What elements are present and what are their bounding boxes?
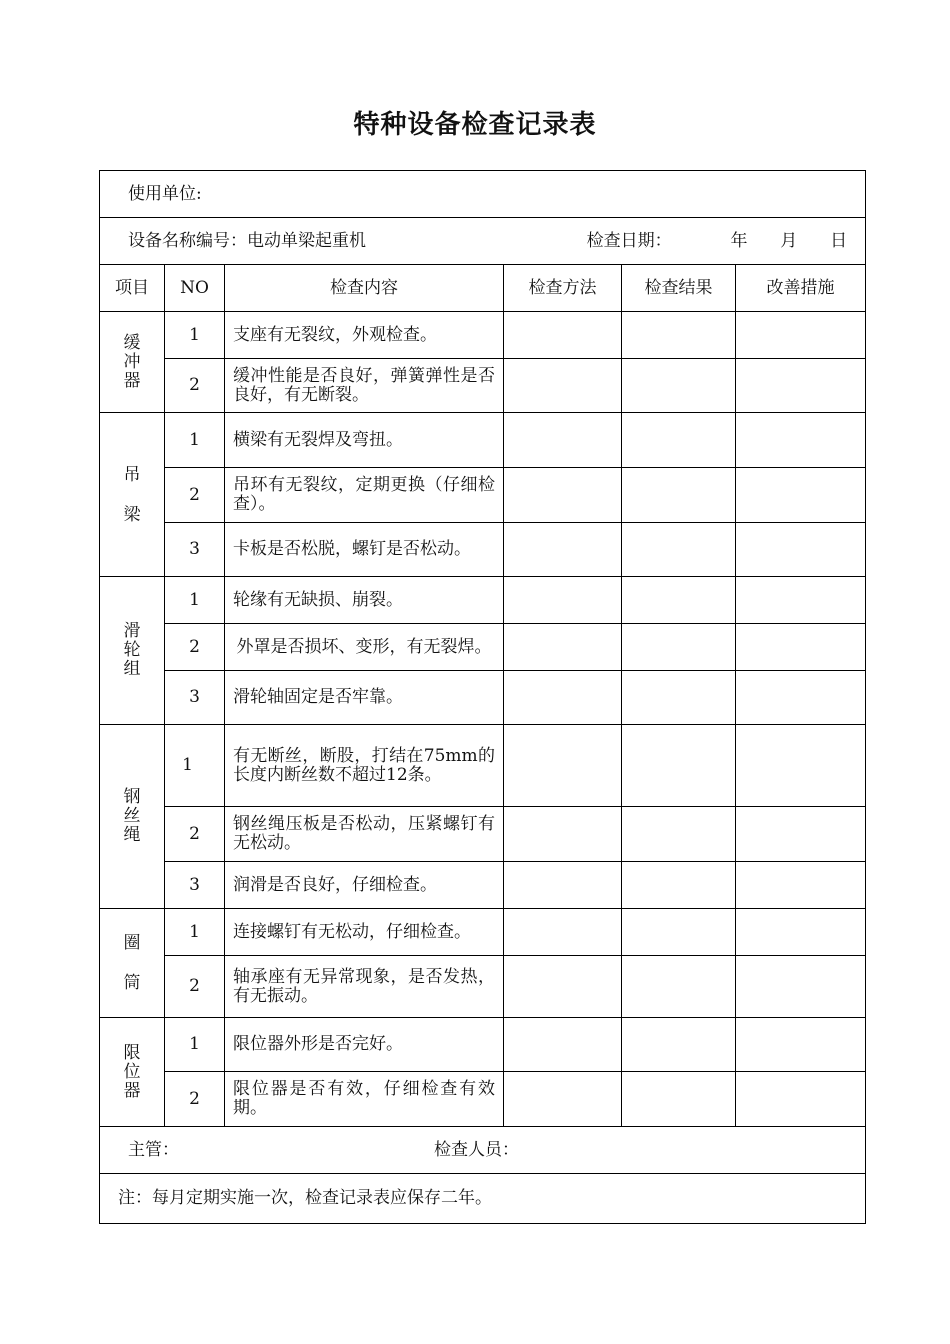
month-label: 月 — [780, 230, 798, 251]
improvement-cell[interactable] — [736, 862, 866, 909]
improvement-cell[interactable] — [736, 671, 866, 725]
table-row — [100, 523, 866, 577]
header-improvement: 改善措施 — [736, 265, 866, 312]
signature-row — [100, 1127, 866, 1174]
item-no: 2 — [165, 956, 225, 1018]
method-cell[interactable] — [504, 807, 622, 862]
method-cell[interactable] — [504, 523, 622, 577]
result-cell[interactable] — [622, 1018, 736, 1072]
item-content: 润滑是否良好，仔细检查。 — [225, 862, 504, 909]
inspector-label[interactable]: 检查人员： — [434, 1139, 519, 1160]
category-beam: 吊梁 — [100, 413, 165, 577]
header-method: 检查方法 — [504, 265, 622, 312]
note-row — [100, 1174, 866, 1224]
table-row — [100, 909, 866, 956]
item-no: 1 — [165, 577, 225, 624]
table-row — [100, 624, 866, 671]
item-content: 滑轮轴固定是否牢靠。 — [225, 671, 504, 725]
result-cell[interactable] — [622, 523, 736, 577]
equipment-row — [100, 218, 866, 265]
improvement-cell[interactable] — [736, 577, 866, 624]
improvement-cell[interactable] — [736, 359, 866, 413]
category-buffer: 缓冲器 — [100, 312, 165, 413]
item-no: 2 — [165, 1072, 225, 1127]
header-item: 项目 — [100, 265, 165, 312]
item-content: 限位器外形是否完好。 — [225, 1018, 504, 1072]
item-content: 轴承座有无异常现象，是否发热，有无振动。 — [225, 956, 504, 1018]
improvement-cell[interactable] — [736, 312, 866, 359]
table-row — [100, 577, 866, 624]
result-cell[interactable] — [622, 468, 736, 523]
table-row — [100, 725, 866, 807]
method-cell[interactable] — [504, 956, 622, 1018]
improvement-cell[interactable] — [736, 624, 866, 671]
category-pulley: 滑轮组 — [100, 577, 165, 725]
table-row — [100, 312, 866, 359]
method-cell[interactable] — [504, 1018, 622, 1072]
method-cell[interactable] — [504, 312, 622, 359]
item-no: 1 — [165, 1018, 225, 1072]
table-row — [100, 359, 866, 413]
result-cell[interactable] — [622, 577, 736, 624]
item-no: 3 — [165, 671, 225, 725]
result-cell[interactable] — [622, 624, 736, 671]
supervisor-label[interactable]: 主管： — [128, 1139, 179, 1160]
improvement-cell[interactable] — [736, 468, 866, 523]
method-cell[interactable] — [504, 862, 622, 909]
improvement-cell[interactable] — [736, 807, 866, 862]
item-no: 3 — [165, 862, 225, 909]
result-cell[interactable] — [622, 807, 736, 862]
date-label: 检查日期： — [586, 230, 672, 251]
improvement-cell[interactable] — [736, 725, 866, 807]
item-content: 支座有无裂纹，外观检查。 — [225, 312, 504, 359]
header-content: 检查内容 — [225, 265, 504, 312]
day-label: 日 — [830, 230, 848, 251]
item-content: 横梁有无裂焊及弯扭。 — [225, 413, 504, 468]
table-row — [100, 1018, 866, 1072]
table-row — [100, 807, 866, 862]
unit-row — [100, 171, 866, 218]
inspection-date[interactable] — [587, 232, 847, 251]
improvement-cell[interactable] — [736, 956, 866, 1018]
header-result: 检查结果 — [622, 265, 736, 312]
method-cell[interactable] — [504, 1072, 622, 1127]
improvement-cell[interactable] — [736, 523, 866, 577]
note-text: 注：每月定期实施一次，检查记录表应保存二年。 — [100, 1174, 866, 1224]
table-row — [100, 671, 866, 725]
table-row — [100, 468, 866, 523]
method-cell[interactable] — [504, 624, 622, 671]
table-row — [100, 956, 866, 1018]
method-cell[interactable] — [504, 909, 622, 956]
table-row — [100, 413, 866, 468]
inspection-table — [99, 170, 866, 1224]
item-no: 1 — [165, 909, 225, 956]
item-content: 限位器是否有效，仔细检查有效期。 — [225, 1072, 504, 1127]
result-cell[interactable] — [622, 909, 736, 956]
item-no: 1 — [165, 725, 225, 807]
method-cell[interactable] — [504, 725, 622, 807]
method-cell[interactable] — [504, 577, 622, 624]
improvement-cell[interactable] — [736, 413, 866, 468]
result-cell[interactable] — [622, 956, 736, 1018]
table-row — [100, 862, 866, 909]
method-cell[interactable] — [504, 359, 622, 413]
result-cell[interactable] — [622, 1072, 736, 1127]
item-no: 2 — [165, 807, 225, 862]
improvement-cell[interactable] — [736, 909, 866, 956]
item-no: 2 — [165, 468, 225, 523]
item-content: 有无断丝，断股，打结在75mm的长度内断丝数不超过12条。 — [225, 725, 504, 807]
item-no: 1 — [165, 312, 225, 359]
item-content: 轮缘有无缺损、崩裂。 — [225, 577, 504, 624]
item-no: 1 — [165, 413, 225, 468]
year-label: 年 — [730, 230, 748, 251]
header-row — [100, 265, 866, 312]
result-cell[interactable] — [622, 725, 736, 807]
item-content: 连接螺钉有无松动，仔细检查。 — [225, 909, 504, 956]
item-content: 外罩是否损坏、变形，有无裂焊。 — [225, 624, 504, 671]
item-no: 3 — [165, 523, 225, 577]
method-cell[interactable] — [504, 413, 622, 468]
method-cell[interactable] — [504, 468, 622, 523]
result-cell[interactable] — [622, 359, 736, 413]
method-cell[interactable] — [504, 671, 622, 725]
result-cell[interactable] — [622, 413, 736, 468]
equipment-name: 设备名称编号：电动单梁起重机 — [128, 230, 366, 251]
improvement-cell[interactable] — [736, 1072, 866, 1127]
category-limiter: 限位器 — [100, 1018, 165, 1127]
item-no: 2 — [165, 624, 225, 671]
header-no: NO — [165, 265, 225, 312]
category-wire-rope: 钢丝绳 — [100, 725, 165, 909]
item-content: 缓冲性能是否良好，弹簧弹性是否良好，有无断裂。 — [225, 359, 504, 413]
result-cell[interactable] — [622, 312, 736, 359]
result-cell[interactable] — [622, 671, 736, 725]
table-row — [100, 1072, 866, 1127]
result-cell[interactable] — [622, 862, 736, 909]
category-drum: 圈筒 — [100, 909, 165, 1018]
item-no: 2 — [165, 359, 225, 413]
improvement-cell[interactable] — [736, 1018, 866, 1072]
document-title: 特种设备检查记录表 — [353, 110, 597, 140]
item-content: 钢丝绳压板是否松动，压紧螺钉有无松动。 — [225, 807, 504, 862]
unit-label[interactable]: 使用单位: — [100, 171, 866, 218]
item-content: 吊环有无裂纹，定期更换（仔细检查）。 — [225, 468, 504, 523]
item-content: 卡板是否松脱，螺钉是否松动。 — [225, 523, 504, 577]
